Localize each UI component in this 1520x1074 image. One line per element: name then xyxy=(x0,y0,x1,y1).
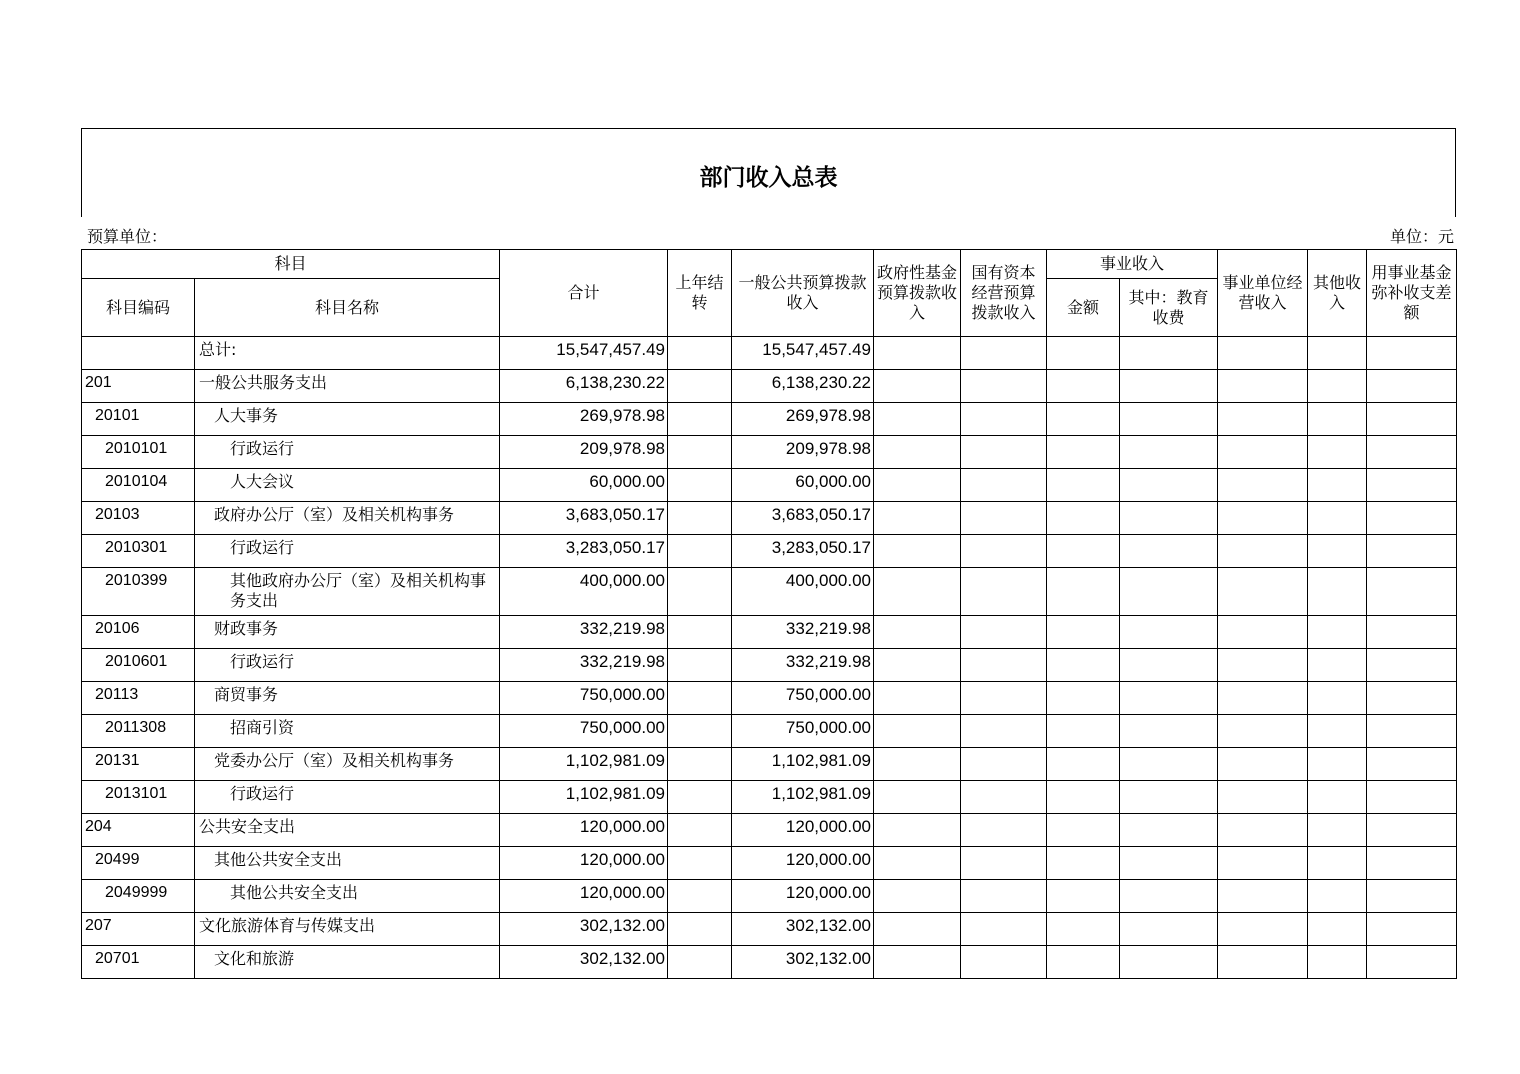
general-budget-cell: 3,283,050.17 xyxy=(732,535,874,568)
carryover-cell xyxy=(668,847,732,880)
subject-name-cell: 政府办公厅（室）及相关机构事务 xyxy=(195,502,500,535)
fund-gap-cell xyxy=(1367,913,1457,946)
table-row xyxy=(82,616,1457,649)
amount-cell xyxy=(1047,337,1120,370)
gov-fund-cell xyxy=(874,568,961,616)
state-capital-cell xyxy=(961,436,1047,469)
amount-cell xyxy=(1047,880,1120,913)
general-budget-cell: 1,102,981.09 xyxy=(732,781,874,814)
general-budget-cell: 302,132.00 xyxy=(732,946,874,979)
unit-operating-cell xyxy=(1218,649,1308,682)
amount-cell xyxy=(1047,814,1120,847)
carryover-cell xyxy=(668,535,732,568)
general-budget-cell: 120,000.00 xyxy=(732,880,874,913)
amount-cell xyxy=(1047,436,1120,469)
other-income-cell xyxy=(1308,880,1367,913)
subject-code-cell: 2010399 xyxy=(82,568,195,616)
general-budget-cell: 302,132.00 xyxy=(732,913,874,946)
carryover-cell xyxy=(668,370,732,403)
general-budget-cell: 60,000.00 xyxy=(732,469,874,502)
total-cell: 332,219.98 xyxy=(500,616,668,649)
fund-gap-cell xyxy=(1367,847,1457,880)
state-capital-cell xyxy=(961,682,1047,715)
total-cell: 6,138,230.22 xyxy=(500,370,668,403)
page-title: 部门收入总表 xyxy=(699,164,838,191)
subject-code-cell: 20499 xyxy=(82,847,195,880)
fund-gap-cell xyxy=(1367,781,1457,814)
general-budget-cell: 120,000.00 xyxy=(732,814,874,847)
other-income-cell xyxy=(1308,847,1367,880)
amount-cell xyxy=(1047,568,1120,616)
carryover-cell xyxy=(668,814,732,847)
header-general-budget: 一般公共预算拨款收入 xyxy=(732,250,874,337)
subject-code-cell: 20113 xyxy=(82,682,195,715)
general-budget-cell: 750,000.00 xyxy=(732,715,874,748)
header-subject-name: 科目名称 xyxy=(195,279,500,337)
amount-cell xyxy=(1047,946,1120,979)
subject-name-cell: 人大事务 xyxy=(195,403,500,436)
other-income-cell xyxy=(1308,535,1367,568)
gov-fund-cell xyxy=(874,946,961,979)
subject-code-cell: 2010601 xyxy=(82,649,195,682)
fund-gap-cell xyxy=(1367,469,1457,502)
total-cell: 750,000.00 xyxy=(500,715,668,748)
carryover-cell xyxy=(668,436,732,469)
education-fee-cell xyxy=(1120,814,1218,847)
state-capital-cell xyxy=(961,715,1047,748)
education-fee-cell xyxy=(1120,748,1218,781)
state-capital-cell xyxy=(961,568,1047,616)
unit-operating-cell xyxy=(1218,946,1308,979)
state-capital-cell xyxy=(961,649,1047,682)
amount-cell xyxy=(1047,403,1120,436)
unit-operating-cell xyxy=(1218,682,1308,715)
education-fee-cell xyxy=(1120,880,1218,913)
unit-operating-cell xyxy=(1218,814,1308,847)
state-capital-cell xyxy=(961,946,1047,979)
other-income-cell xyxy=(1308,403,1367,436)
total-cell: 302,132.00 xyxy=(500,946,668,979)
subject-code-cell: 20103 xyxy=(82,502,195,535)
subject-name-cell: 其他公共安全支出 xyxy=(195,880,500,913)
general-budget-cell: 1,102,981.09 xyxy=(732,748,874,781)
unit-operating-cell xyxy=(1218,748,1308,781)
subject-name-cell: 行政运行 xyxy=(195,781,500,814)
header-subject-code: 科目编码 xyxy=(82,279,195,337)
carryover-cell xyxy=(668,880,732,913)
other-income-cell xyxy=(1308,715,1367,748)
table-row xyxy=(82,370,1457,403)
fund-gap-cell xyxy=(1367,616,1457,649)
gov-fund-cell xyxy=(874,436,961,469)
unit-label: 单位：元 xyxy=(1389,227,1454,246)
education-fee-cell xyxy=(1120,682,1218,715)
title-box xyxy=(81,128,1456,217)
gov-fund-cell xyxy=(874,535,961,568)
total-cell: 1,102,981.09 xyxy=(500,748,668,781)
subject-code-cell: 201 xyxy=(82,370,195,403)
carryover-cell xyxy=(668,616,732,649)
total-cell: 750,000.00 xyxy=(500,682,668,715)
total-cell: 15,547,457.49 xyxy=(500,337,668,370)
header-total: 合计 xyxy=(500,250,668,337)
fund-gap-cell xyxy=(1367,502,1457,535)
amount-cell xyxy=(1047,370,1120,403)
subject-code-cell: 2010301 xyxy=(82,535,195,568)
general-budget-cell: 3,683,050.17 xyxy=(732,502,874,535)
education-fee-cell xyxy=(1120,370,1218,403)
table-row xyxy=(82,337,1457,370)
state-capital-cell xyxy=(961,535,1047,568)
header-amount: 金额 xyxy=(1047,279,1120,337)
subject-code-cell: 20106 xyxy=(82,616,195,649)
subject-code-cell: 20101 xyxy=(82,403,195,436)
total-cell: 1,102,981.09 xyxy=(500,781,668,814)
general-budget-cell: 332,219.98 xyxy=(732,649,874,682)
state-capital-cell xyxy=(961,337,1047,370)
education-fee-cell xyxy=(1120,715,1218,748)
state-capital-cell xyxy=(961,847,1047,880)
amount-cell xyxy=(1047,748,1120,781)
header-gov-fund: 政府性基金预算拨款收入 xyxy=(874,250,961,337)
subject-name-cell: 总计: xyxy=(195,337,500,370)
other-income-cell xyxy=(1308,370,1367,403)
subject-name-cell: 行政运行 xyxy=(195,649,500,682)
education-fee-cell xyxy=(1120,847,1218,880)
fund-gap-cell xyxy=(1367,337,1457,370)
amount-cell xyxy=(1047,649,1120,682)
subject-code-cell: 20701 xyxy=(82,946,195,979)
other-income-cell xyxy=(1308,337,1367,370)
fund-gap-cell xyxy=(1367,535,1457,568)
other-income-cell xyxy=(1308,469,1367,502)
carryover-cell xyxy=(668,748,732,781)
other-income-cell xyxy=(1308,436,1367,469)
subject-name-cell: 公共安全支出 xyxy=(195,814,500,847)
gov-fund-cell xyxy=(874,682,961,715)
state-capital-cell xyxy=(961,913,1047,946)
gov-fund-cell xyxy=(874,913,961,946)
table-body xyxy=(82,337,1457,979)
gov-fund-cell xyxy=(874,337,961,370)
table-row xyxy=(82,682,1457,715)
other-income-cell xyxy=(1308,682,1367,715)
total-cell: 302,132.00 xyxy=(500,913,668,946)
table-row xyxy=(82,781,1457,814)
general-budget-cell: 269,978.98 xyxy=(732,403,874,436)
gov-fund-cell xyxy=(874,847,961,880)
header-business-income: 事业收入 xyxy=(1047,250,1218,279)
subject-code-cell xyxy=(82,337,195,370)
subject-code-cell: 2013101 xyxy=(82,781,195,814)
header-other-income: 其他收入 xyxy=(1308,250,1367,337)
other-income-cell xyxy=(1308,814,1367,847)
fund-gap-cell xyxy=(1367,649,1457,682)
subject-code-cell: 2011308 xyxy=(82,715,195,748)
header-education-fee: 其中：教育收费 xyxy=(1120,279,1218,337)
state-capital-cell xyxy=(961,880,1047,913)
total-cell: 120,000.00 xyxy=(500,880,668,913)
other-income-cell xyxy=(1308,568,1367,616)
amount-cell xyxy=(1047,781,1120,814)
subject-name-cell: 其他公共安全支出 xyxy=(195,847,500,880)
gov-fund-cell xyxy=(874,370,961,403)
subject-code-cell: 2049999 xyxy=(82,880,195,913)
gov-fund-cell xyxy=(874,469,961,502)
fund-gap-cell xyxy=(1367,436,1457,469)
other-income-cell xyxy=(1308,946,1367,979)
education-fee-cell xyxy=(1120,946,1218,979)
amount-cell xyxy=(1047,502,1120,535)
fund-gap-cell xyxy=(1367,403,1457,436)
subject-name-cell: 一般公共服务支出 xyxy=(195,370,500,403)
total-cell: 209,978.98 xyxy=(500,436,668,469)
table-row xyxy=(82,535,1457,568)
unit-operating-cell xyxy=(1218,880,1308,913)
carryover-cell xyxy=(668,649,732,682)
header-state-capital: 国有资本经营预算拨款收入 xyxy=(961,250,1047,337)
header-fund-gap: 用事业基金弥补收支差额 xyxy=(1367,250,1457,337)
education-fee-cell xyxy=(1120,568,1218,616)
income-summary-sheet xyxy=(81,128,1456,979)
unit-operating-cell xyxy=(1218,337,1308,370)
gov-fund-cell xyxy=(874,748,961,781)
subject-code-cell: 20131 xyxy=(82,748,195,781)
unit-operating-cell xyxy=(1218,535,1308,568)
table-row xyxy=(82,568,1457,616)
unit-operating-cell xyxy=(1218,616,1308,649)
fund-gap-cell xyxy=(1367,880,1457,913)
education-fee-cell xyxy=(1120,781,1218,814)
amount-cell xyxy=(1047,616,1120,649)
education-fee-cell xyxy=(1120,469,1218,502)
header-unit-operating: 事业单位经营收入 xyxy=(1218,250,1308,337)
general-budget-cell: 15,547,457.49 xyxy=(732,337,874,370)
fund-gap-cell xyxy=(1367,682,1457,715)
education-fee-cell xyxy=(1120,616,1218,649)
state-capital-cell xyxy=(961,469,1047,502)
table-row xyxy=(82,469,1457,502)
total-cell: 3,283,050.17 xyxy=(500,535,668,568)
other-income-cell xyxy=(1308,649,1367,682)
unit-operating-cell xyxy=(1218,847,1308,880)
total-cell: 120,000.00 xyxy=(500,814,668,847)
income-table xyxy=(81,249,1457,979)
gov-fund-cell xyxy=(874,502,961,535)
amount-cell xyxy=(1047,847,1120,880)
table-row xyxy=(82,748,1457,781)
carryover-cell xyxy=(668,781,732,814)
carryover-cell xyxy=(668,682,732,715)
gov-fund-cell xyxy=(874,403,961,436)
other-income-cell xyxy=(1308,781,1367,814)
budget-unit-label: 预算单位： xyxy=(87,227,168,246)
education-fee-cell xyxy=(1120,649,1218,682)
table-row xyxy=(82,946,1457,979)
total-cell: 269,978.98 xyxy=(500,403,668,436)
other-income-cell xyxy=(1308,616,1367,649)
table-row xyxy=(82,847,1457,880)
other-income-cell xyxy=(1308,502,1367,535)
gov-fund-cell xyxy=(874,880,961,913)
table-row xyxy=(82,913,1457,946)
amount-cell xyxy=(1047,469,1120,502)
general-budget-cell: 6,138,230.22 xyxy=(732,370,874,403)
carryover-cell xyxy=(668,337,732,370)
subject-name-cell: 文化旅游体育与传媒支出 xyxy=(195,913,500,946)
education-fee-cell xyxy=(1120,436,1218,469)
unit-operating-cell xyxy=(1218,502,1308,535)
fund-gap-cell xyxy=(1367,568,1457,616)
table-row xyxy=(82,403,1457,436)
fund-gap-cell xyxy=(1367,946,1457,979)
subject-code-cell: 207 xyxy=(82,913,195,946)
table-row xyxy=(82,502,1457,535)
education-fee-cell xyxy=(1120,337,1218,370)
total-cell: 400,000.00 xyxy=(500,568,668,616)
meta-row xyxy=(81,217,1456,249)
state-capital-cell xyxy=(961,814,1047,847)
subject-name-cell: 文化和旅游 xyxy=(195,946,500,979)
unit-operating-cell xyxy=(1218,781,1308,814)
carryover-cell xyxy=(668,913,732,946)
header-subject: 科目 xyxy=(82,250,500,279)
education-fee-cell xyxy=(1120,913,1218,946)
fund-gap-cell xyxy=(1367,715,1457,748)
subject-code-cell: 2010104 xyxy=(82,469,195,502)
amount-cell xyxy=(1047,682,1120,715)
fund-gap-cell xyxy=(1367,748,1457,781)
other-income-cell xyxy=(1308,913,1367,946)
unit-operating-cell xyxy=(1218,370,1308,403)
total-cell: 332,219.98 xyxy=(500,649,668,682)
state-capital-cell xyxy=(961,370,1047,403)
table-row xyxy=(82,649,1457,682)
fund-gap-cell xyxy=(1367,814,1457,847)
general-budget-cell: 750,000.00 xyxy=(732,682,874,715)
unit-operating-cell xyxy=(1218,403,1308,436)
state-capital-cell xyxy=(961,403,1047,436)
amount-cell xyxy=(1047,535,1120,568)
state-capital-cell xyxy=(961,616,1047,649)
total-cell: 120,000.00 xyxy=(500,847,668,880)
education-fee-cell xyxy=(1120,403,1218,436)
subject-code-cell: 2010101 xyxy=(82,436,195,469)
header-carryover: 上年结转 xyxy=(668,250,732,337)
subject-name-cell: 财政事务 xyxy=(195,616,500,649)
unit-operating-cell xyxy=(1218,568,1308,616)
subject-name-cell: 商贸事务 xyxy=(195,682,500,715)
state-capital-cell xyxy=(961,781,1047,814)
table-row xyxy=(82,814,1457,847)
state-capital-cell xyxy=(961,748,1047,781)
total-cell: 60,000.00 xyxy=(500,469,668,502)
gov-fund-cell xyxy=(874,814,961,847)
carryover-cell xyxy=(668,469,732,502)
general-budget-cell: 400,000.00 xyxy=(732,568,874,616)
state-capital-cell xyxy=(961,502,1047,535)
general-budget-cell: 332,219.98 xyxy=(732,616,874,649)
unit-operating-cell xyxy=(1218,715,1308,748)
education-fee-cell xyxy=(1120,502,1218,535)
unit-operating-cell xyxy=(1218,469,1308,502)
gov-fund-cell xyxy=(874,616,961,649)
carryover-cell xyxy=(668,946,732,979)
subject-name-cell: 招商引资 xyxy=(195,715,500,748)
education-fee-cell xyxy=(1120,535,1218,568)
carryover-cell xyxy=(668,403,732,436)
other-income-cell xyxy=(1308,748,1367,781)
total-cell: 3,683,050.17 xyxy=(500,502,668,535)
carryover-cell xyxy=(668,502,732,535)
amount-cell xyxy=(1047,715,1120,748)
table-row xyxy=(82,715,1457,748)
carryover-cell xyxy=(668,715,732,748)
subject-name-cell: 人大会议 xyxy=(195,469,500,502)
amount-cell xyxy=(1047,913,1120,946)
subject-name-cell: 其他政府办公厅（室）及相关机构事务支出 xyxy=(195,568,500,616)
general-budget-cell: 120,000.00 xyxy=(732,847,874,880)
subject-code-cell: 204 xyxy=(82,814,195,847)
table-row xyxy=(82,880,1457,913)
subject-name-cell: 行政运行 xyxy=(195,535,500,568)
carryover-cell xyxy=(668,568,732,616)
unit-operating-cell xyxy=(1218,913,1308,946)
subject-name-cell: 行政运行 xyxy=(195,436,500,469)
fund-gap-cell xyxy=(1367,370,1457,403)
general-budget-cell: 209,978.98 xyxy=(732,436,874,469)
subject-name-cell: 党委办公厅（室）及相关机构事务 xyxy=(195,748,500,781)
gov-fund-cell xyxy=(874,649,961,682)
gov-fund-cell xyxy=(874,715,961,748)
unit-operating-cell xyxy=(1218,436,1308,469)
gov-fund-cell xyxy=(874,781,961,814)
table-row xyxy=(82,436,1457,469)
